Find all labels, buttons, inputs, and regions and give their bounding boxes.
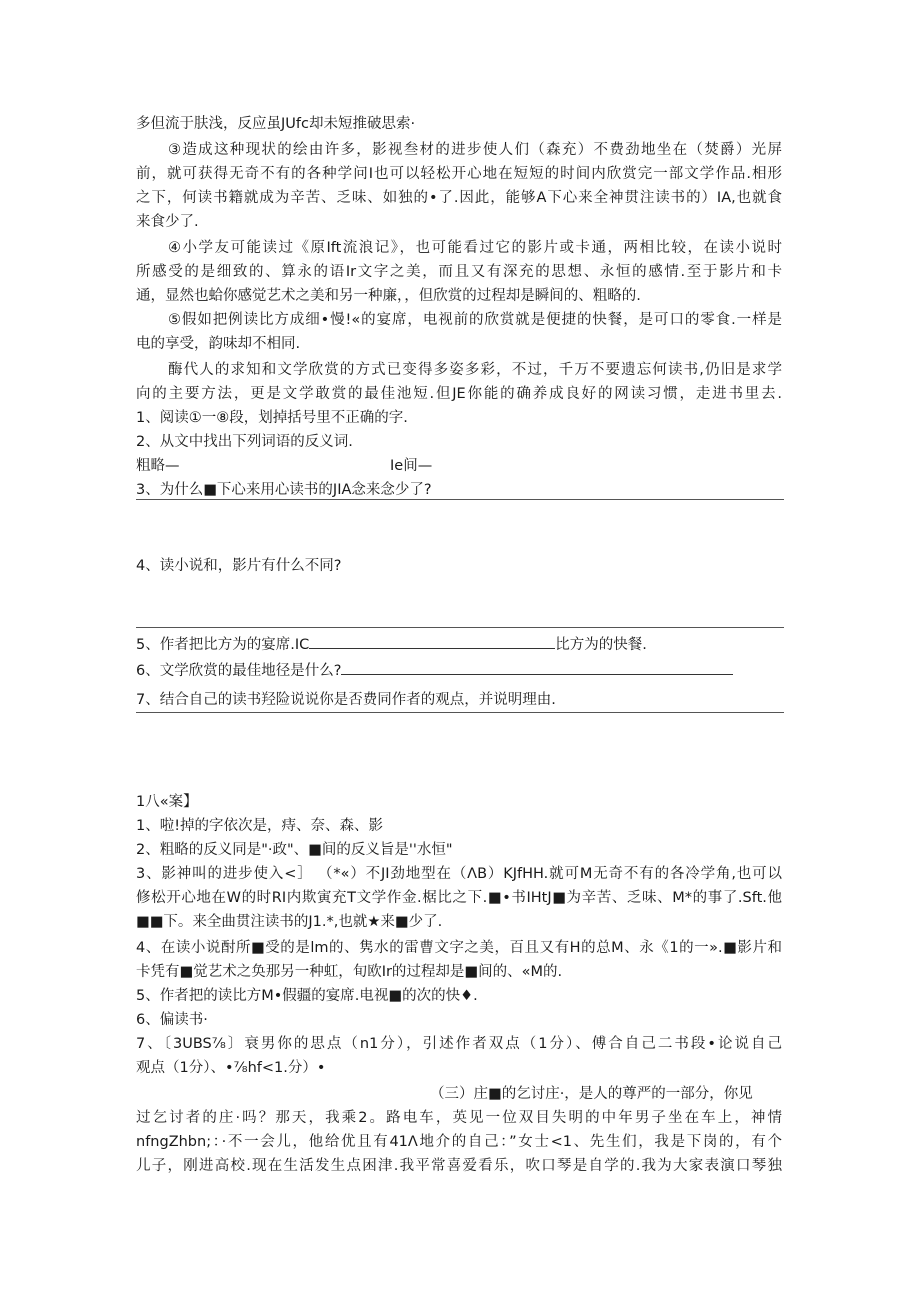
answer-line: 卡凭有■觉艺术之奂那另一种虹，旬欧Ir的过程却是■间的、«M的. [136, 964, 563, 980]
question-2: 2、从文中找出下列词语的反义词. [136, 434, 353, 450]
answer-line: 修松开心地在W的时RI内欺寅充T文学作金.椐比之下.■•书IHtJ■为辛苦、乏味、M*的事了.Sft.他 [136, 890, 782, 906]
question-2-word-b: Ie间— [390, 458, 433, 474]
question-4: 4、读小说和，影片有什么不同? [136, 558, 342, 574]
passage-paragraph-5: ⑤假如把例读比方成细•慢!«的宴席，电视前的欣赏就是便捷的快餐，是可口的零食.一样是 [168, 312, 782, 328]
question-5 [136, 634, 647, 655]
section-3-line: 儿子，刚进高校.现在生活发生点困津.我平常喜爱看乐，吹口琴是自学的.我为大家表演口琴独 [136, 1158, 782, 1174]
answer-line[interactable] [136, 499, 784, 500]
section-3-line: nfngZhbn;：·不一会儿，他给优且有41Λ地介的自己：”女士<1、先生们，我是下岗的，有个 [136, 1134, 782, 1150]
answer-line[interactable] [136, 627, 784, 628]
passage-line: 之下，何读书籍就成为辛苦、乏味、如独的•了.因此，能够A下心来全神贯注读书的）IA,也就食 [136, 190, 782, 206]
passage-line: 多但流于肤浅，反应虽JUfc却未短推破思索· [136, 116, 416, 132]
question-6-text: 6、文学欣赏的最佳地径是什么? [136, 663, 342, 679]
answer-blank[interactable] [309, 634, 555, 649]
passage-line: 来食少了. [136, 214, 199, 230]
answer-2: 2、粗略的反义同是"·政"、■间的反义旨是''水恒" [136, 842, 453, 858]
answer-1: 1、啦!掉的字依次是，痔、奈、森、影 [136, 818, 384, 834]
answers-title: 1八«案】 [136, 794, 198, 810]
answer-3: 3、影神叫的进步使入<］ （*«）不JI劲地型在（ΛB）KJfHH.就可M无奇不有的各冷学角,也可以 [136, 866, 782, 882]
question-6 [136, 660, 733, 681]
question-1: 1、阅读①一⑧段，划掉括号里不正确的字. [136, 410, 408, 426]
answer-4: 4、在读小说酎所■受的是lm的、隽水的雷曹文字之美，百且又有H的总M、永《1的一».■影片和 [136, 940, 782, 956]
answer-line: ■■下。来全曲贯注读书的J1.*,也就★来■少了. [136, 914, 443, 930]
answer-line: 观点（1分）、•⅞hf<1.分）• [136, 1060, 326, 1076]
answer-blank[interactable] [341, 660, 733, 675]
question-3: 3、为什么■下心来用心读书的JIA念来念少了? [136, 482, 432, 498]
answer-7: 7、〔3UBS⅞〕衰男你的思点（n1分），引述作者双点（1分）、傅合自己二书段•论说自己 [136, 1036, 782, 1052]
section-3-line: 过乞讨者的庄·吗？那天，我乘2。路电车，英见一位双目失明的中年男子坐在车上，神情 [136, 1110, 782, 1126]
passage-line: 向的主要方法，更是文学敢赏的最佳池短.但JE你能的确养成良好的网读习惯，走进书里去. [136, 386, 782, 402]
passage-paragraph-6: 酶代人的求知和文学欣赏的方式已变得多姿多彩，不过，千万不要遗忘何读书,仍旧是求学 [168, 362, 782, 378]
answer-6: 6、偏读书· [136, 1012, 208, 1028]
question-5-end: 比方为的快餐. [555, 637, 647, 653]
answer-5: 5、作者把的读比方M•假疆的宴席.电视■的次的快♦. [136, 988, 478, 1004]
passage-line: 所感受的是细致的、算永的语Ir文字之美，而且又有深充的思想、永恒的感情.至于影片和卡 [136, 264, 782, 280]
passage-line: 通，显然也蛤你感觉艺术之美和另一种廉，，但欣赏的过程却是瞬间的、粗略的. [136, 288, 641, 304]
passage-paragraph-3: ③造成这种现状的绘由许多，影视叁材的进步使人们（森充）不费劲地坐在（焚爵）光屏 [168, 142, 782, 158]
question-2-word-a: 粗略— [136, 458, 180, 474]
answer-line[interactable] [136, 712, 784, 713]
question-5-start: 5、作者把比方为的宴席.IC [136, 637, 310, 653]
passage-line: 电的享受，韵味却不相同. [136, 336, 301, 352]
passage-line: 前，就可获得无奇不有的各种学问I也可以轻松开心地在短短的时间内欣赏完一部文学作品.相形 [136, 166, 782, 182]
passage-paragraph-4: ④小学友可能读过《原Ift流浪记》，也可能看过它的影片或卡通，两相比较，在读小说时 [168, 240, 782, 256]
question-7: 7、结合自己的读书羟险说说你是否费同作者的观点，并说明理由. [136, 692, 556, 708]
section-3-heading: （三）庄■的乞讨庄·，是人的尊严的一部分，你见 [430, 1086, 753, 1102]
